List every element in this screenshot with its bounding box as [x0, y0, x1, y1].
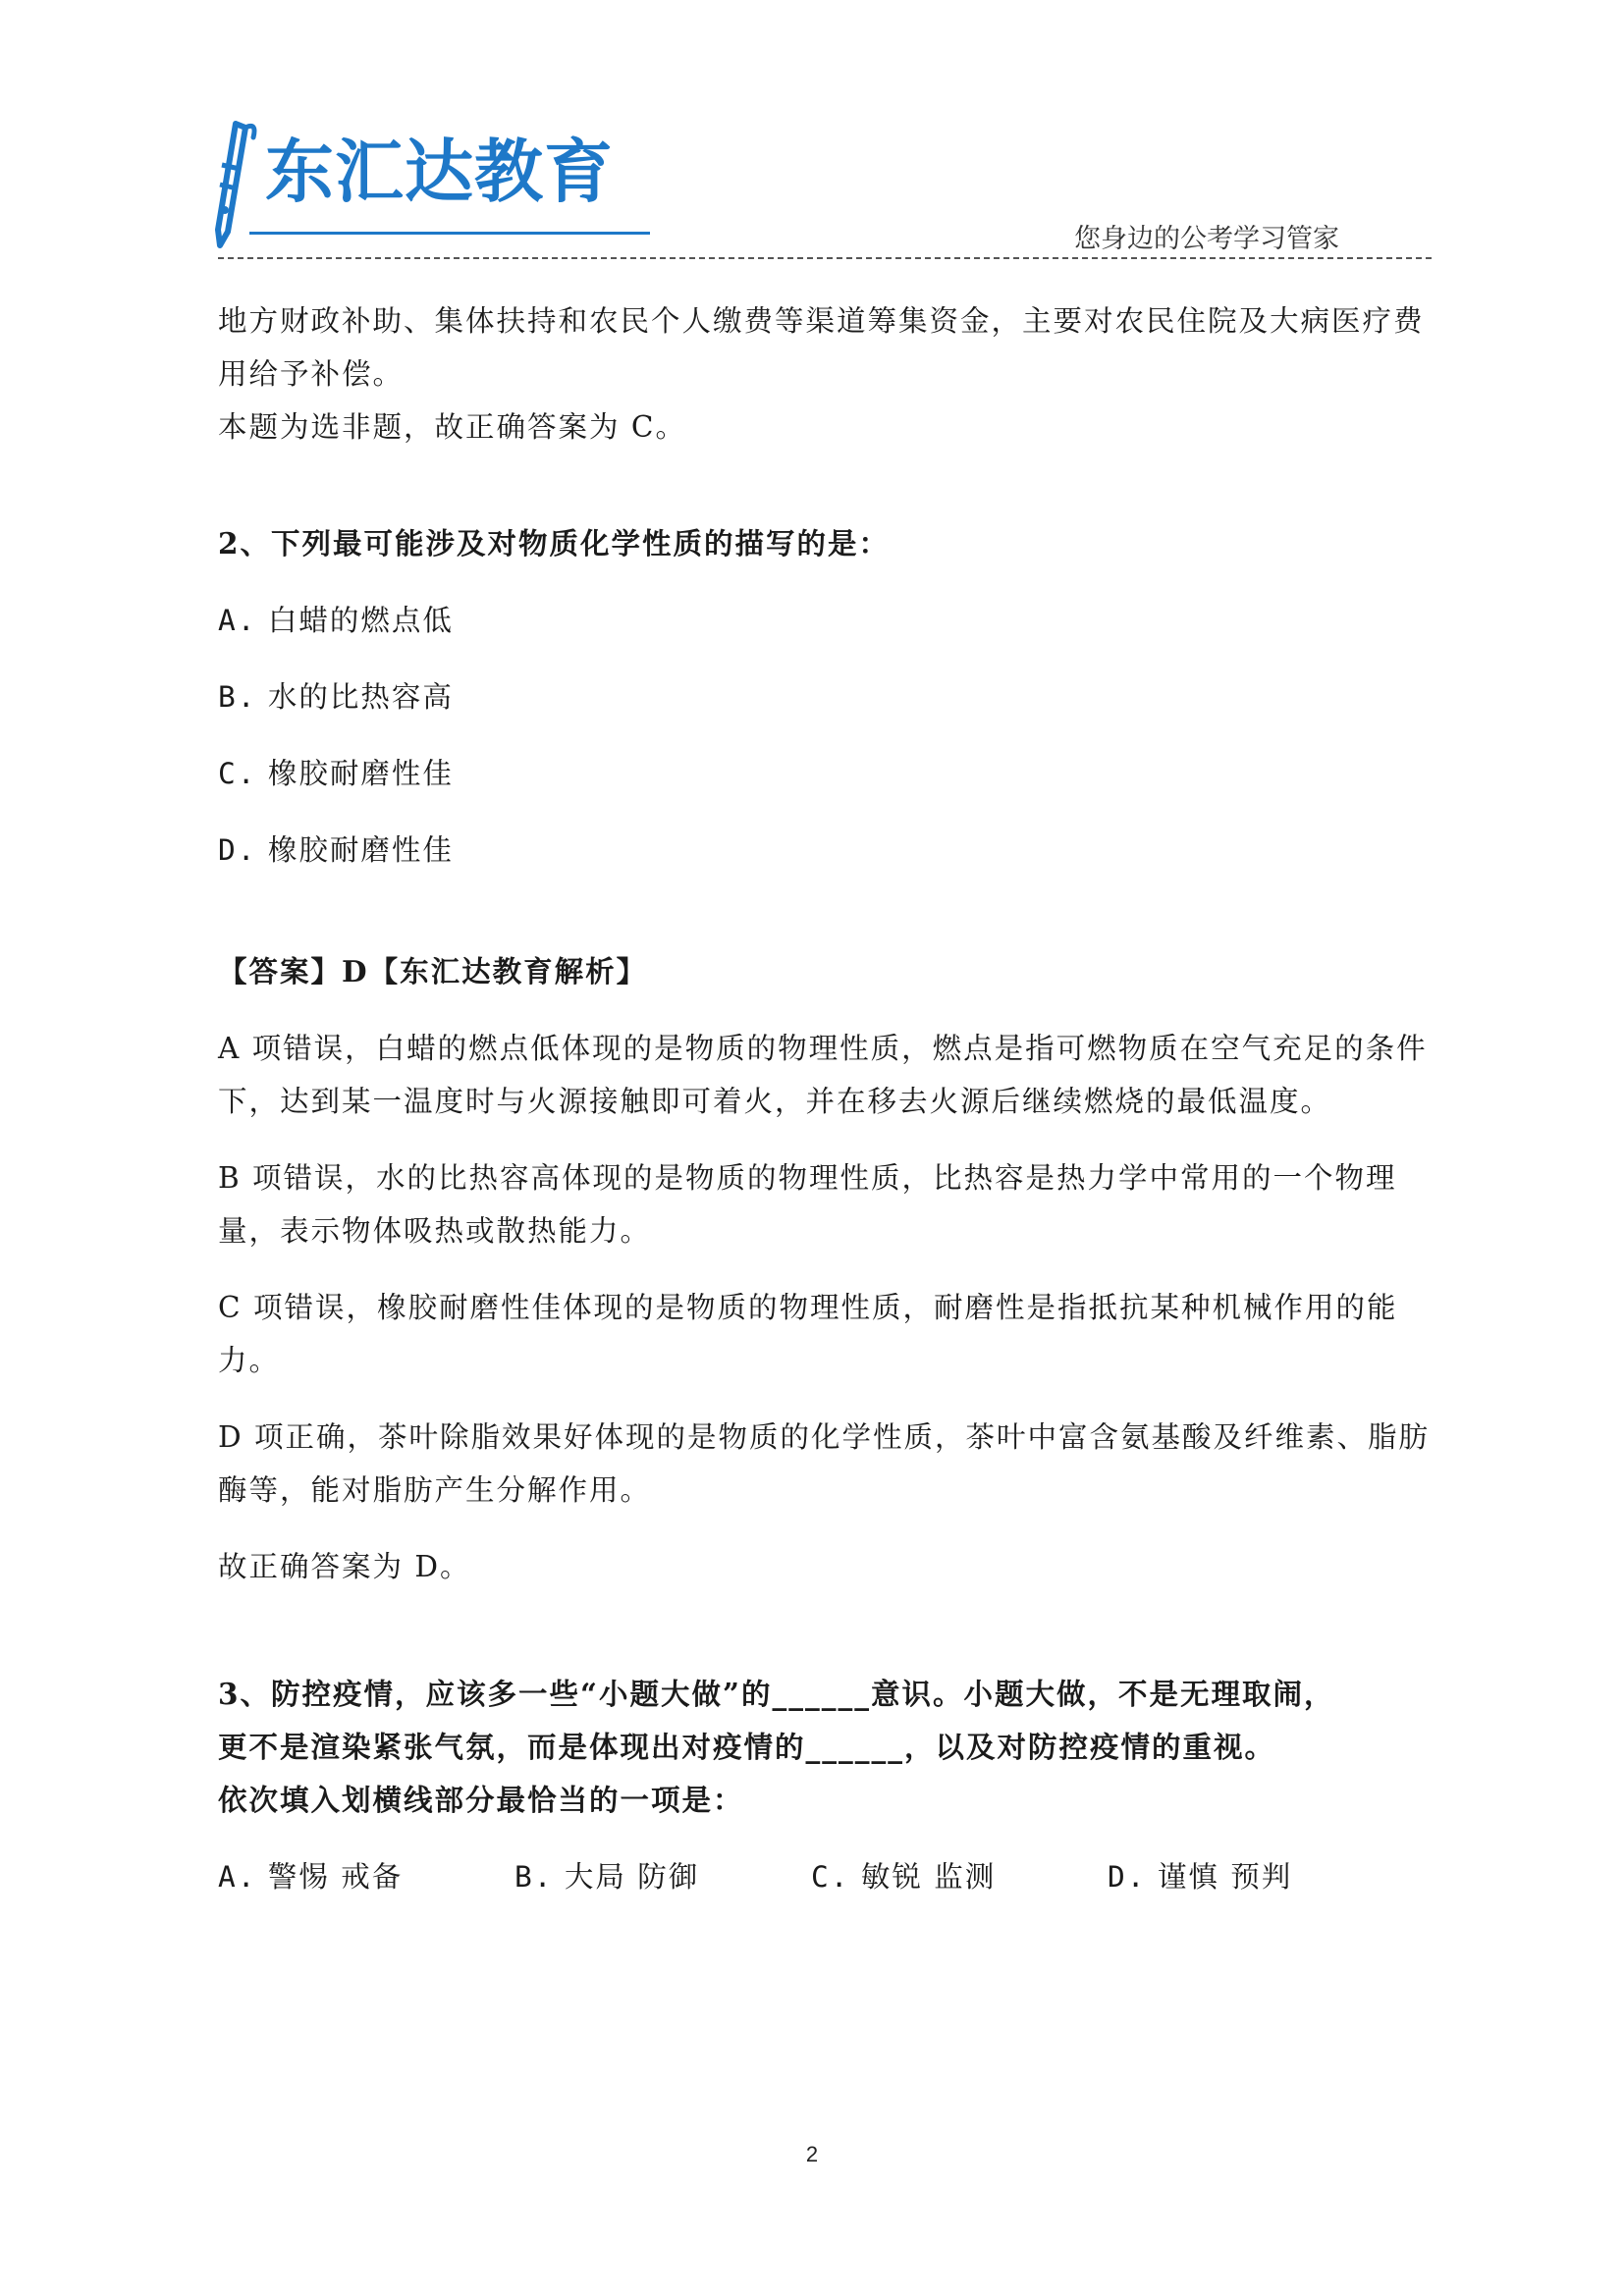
- option-letter: C.: [811, 1860, 850, 1894]
- question-2-option-c: [218, 747, 1432, 800]
- question-3-option-c: [811, 1850, 1108, 1903]
- question-3-options: [218, 1850, 1432, 1903]
- option-letter: B.: [218, 680, 257, 714]
- question-3-stem-line-2: 更不是渲染紧张气氛，而是体现出对疫情的______，以及对防控疫情的重视。: [218, 1730, 1276, 1764]
- page-number: 2: [805, 2142, 819, 2166]
- option-text: 橡胶耐磨性佳: [267, 833, 454, 867]
- intro-conclusion: 本题为选非题，故正确答案为 C。: [218, 410, 686, 444]
- question-3-stem-line-3: 依次填入划横线部分最恰当的一项是：: [218, 1783, 744, 1817]
- explanation-conclusion: 故正确答案为 D。: [218, 1550, 471, 1583]
- option-letter: A.: [218, 604, 257, 637]
- question-3-option-a: [218, 1850, 514, 1903]
- question-2-option-d: [218, 824, 1432, 877]
- option-text: 水的比热容高: [267, 680, 454, 714]
- explanation-c: C 项错误，橡胶耐磨性佳体现的是物质的物理性质，耐磨性是指抵抗某种机械作用的能力。: [218, 1291, 1398, 1377]
- header-tagline: 您身边的公考学习管家: [1074, 224, 1339, 254]
- option-text: 大局 防御: [564, 1860, 700, 1894]
- option-letter: C.: [218, 757, 257, 790]
- option-text: 谨慎 预判: [1157, 1860, 1293, 1894]
- option-text: 白蜡的燃点低: [267, 604, 454, 637]
- explanation-d: D 项正确，茶叶除脂效果好体现的是物质的化学性质，茶叶中富含氨基酸及纤维素、脂肪酶等，能对脂肪产生分解作用。: [218, 1420, 1431, 1507]
- intro-paragraph: 地方财政补助、集体扶持和农民个人缴费等渠道筹集资金，主要对农民住院及大病医疗费用给予补偿。: [218, 304, 1425, 391]
- option-text: 橡胶耐磨性佳: [267, 757, 454, 790]
- option-text: 敏锐 监测: [860, 1860, 997, 1894]
- option-letter: D.: [218, 833, 257, 867]
- question-2-stem: 2、下列最可能涉及对物质化学性质的描写的是：: [218, 526, 891, 561]
- page-content: [218, 294, 1432, 1903]
- answer-heading: 【答案】D【东汇达教育解析】: [218, 954, 648, 988]
- brand-name: 东汇达教育: [265, 132, 614, 212]
- page-header: [0, 0, 1624, 265]
- option-text: 警惕 戒备: [267, 1860, 404, 1894]
- option-letter: D.: [1108, 1860, 1147, 1894]
- brand-underline: [249, 232, 650, 235]
- question-3-stem-line-1: 3、防控疫情，应该多一些“小题大做”的______意识。小题大做，不是无理取闹，: [218, 1677, 1335, 1711]
- option-letter: A.: [218, 1860, 257, 1894]
- brand-logo: [206, 116, 648, 253]
- question-3-option-d: [1108, 1850, 1404, 1903]
- question-2-option-a: [218, 594, 1432, 647]
- explanation-b: B 项错误，水的比热容高体现的是物质的物理性质，比热容是热力学中常用的一个物理量，表示物体吸热或散热能力。: [218, 1161, 1397, 1248]
- question-3-option-b: [514, 1850, 811, 1903]
- option-letter: B.: [514, 1860, 554, 1894]
- explanation-a: A 项错误，白蜡的燃点低体现的是物质的物理性质，燃点是指可燃物质在空气充足的条件下，达到某一温度时与火源接触即可着火，并在移去火源后继续燃烧的最低温度。: [218, 1032, 1428, 1118]
- header-divider: [218, 257, 1432, 259]
- question-2-option-b: [218, 670, 1432, 723]
